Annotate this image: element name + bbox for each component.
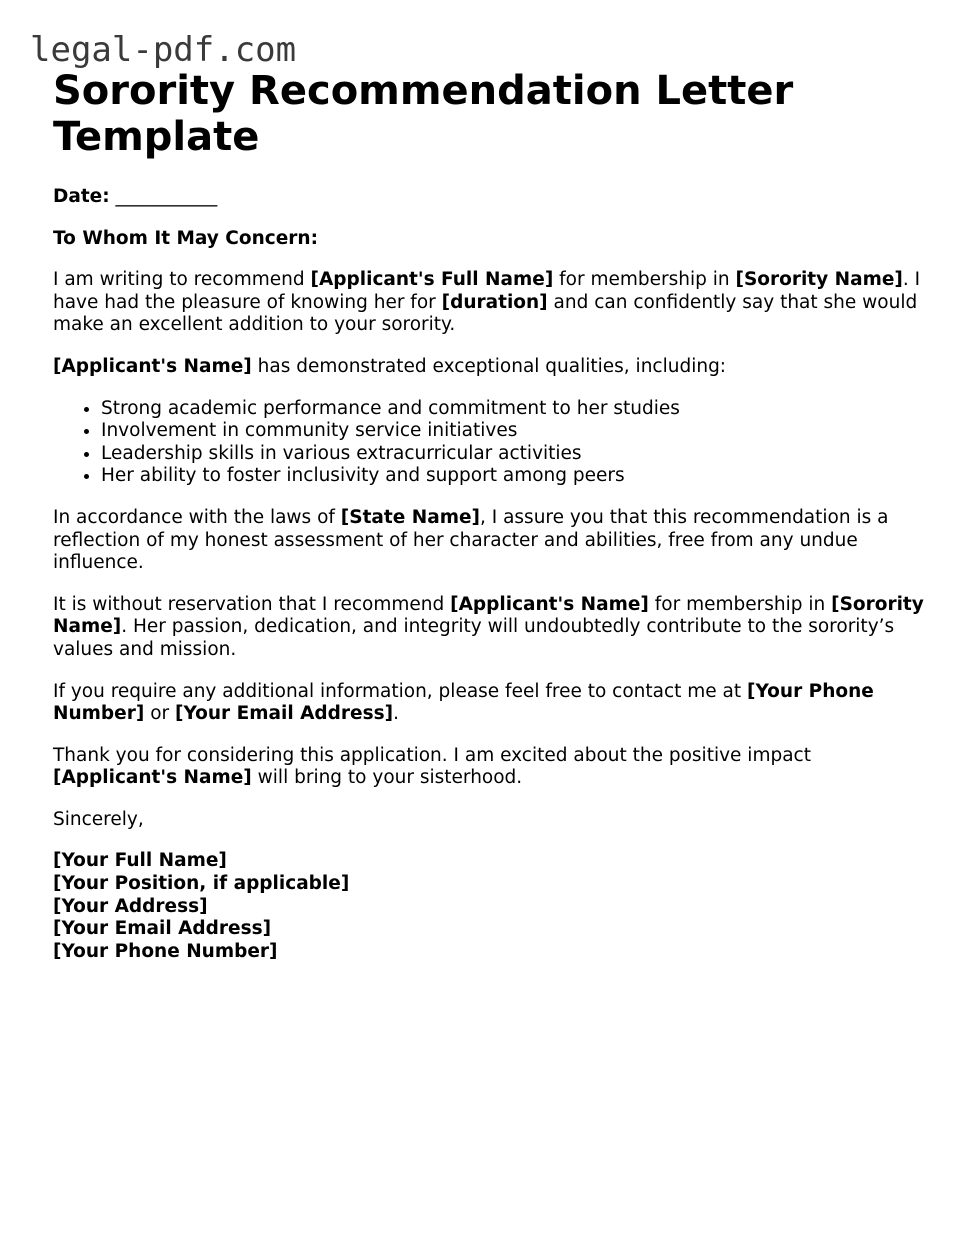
text-run: will bring to your sisterhood. [251, 767, 523, 789]
text-run: . [393, 703, 399, 725]
placeholder-applicant-name: [Applicant's Name] [53, 767, 252, 789]
text-run: , I assure you that this recommendation is a reflection of my honest assessment of her character and abilities, free from any undue influence. [53, 506, 889, 574]
list-item: • Her ability to foster inclusivity and support among peers [101, 465, 933, 488]
text-run: . Her passion, dedication, and integrity will undoubtedly contribute to the sorority’s values and mission. [53, 616, 895, 660]
placeholder-phone-number: [Your Phone Number] [53, 680, 874, 725]
qualities-list [53, 398, 933, 488]
signature-phone: [Your Phone Number] [53, 940, 278, 962]
list-item: • Leadership skills in various extracurricular activities [101, 443, 933, 466]
list-item: • Strong academic performance and commitment to her studies [101, 398, 933, 421]
signature-full-name: [Your Full Name] [53, 850, 227, 872]
paragraph-recommendation [53, 594, 933, 662]
text-run: It is without reservation that I recommend [53, 593, 451, 615]
date-blank: ___________ [115, 186, 218, 207]
signature-email: [Your Email Address] [53, 918, 272, 940]
signature-block [53, 850, 933, 963]
placeholder-applicant-name: [Applicant's Name] [53, 355, 252, 377]
paragraph-intro [53, 269, 933, 337]
text-run: I am writing to recommend [53, 269, 311, 291]
text-run: . I have had the pleasure of knowing her for [53, 269, 921, 313]
text-run: Thank you for considering this application. I am excited about the positive impact [53, 744, 811, 766]
text-run: for membership in [553, 269, 736, 291]
watermark-text: legal-pdf.com [30, 30, 297, 70]
text-run: has demonstrated exceptional qualities, including: [251, 355, 727, 377]
paragraph-contact [53, 681, 933, 726]
signature-position: [Your Position, if applicable] [53, 873, 350, 895]
text-run: If you require any additional information, please feel free to contact me at [53, 680, 748, 702]
date-label: Date: [53, 186, 110, 207]
placeholder-sorority-name: [Sorority Name] [53, 593, 924, 638]
date-line [53, 186, 933, 209]
paragraph-qualities-intro [53, 356, 933, 379]
text-run: or [144, 703, 175, 725]
page-title: Sorority Recommendation Letter Template [53, 68, 794, 160]
list-item: • Involvement in community service initiatives [101, 420, 933, 443]
text-run: and can confidently say that she would make an excellent addition to your sorority. [53, 291, 918, 336]
paragraph-thanks [53, 745, 933, 790]
text-run: for membership in [648, 593, 832, 615]
placeholder-email-address: [Your Email Address] [175, 703, 394, 725]
placeholder-duration: [duration] [441, 291, 548, 313]
placeholder-applicant-name: [Applicant's Name] [450, 593, 649, 615]
letter-document [53, 68, 933, 982]
salutation [53, 228, 933, 251]
text-run: In accordance with the laws of [53, 506, 341, 528]
salutation-text: To Whom It May Concern: [53, 227, 318, 249]
closing: Sincerely, [53, 808, 144, 830]
signature-address: [Your Address] [53, 895, 208, 917]
placeholder-sorority-name: [Sorority Name] [735, 269, 903, 291]
paragraph-assurance [53, 507, 933, 575]
placeholder-applicant-full-name: [Applicant's Full Name] [310, 269, 554, 291]
placeholder-state-name: [State Name] [340, 506, 480, 528]
